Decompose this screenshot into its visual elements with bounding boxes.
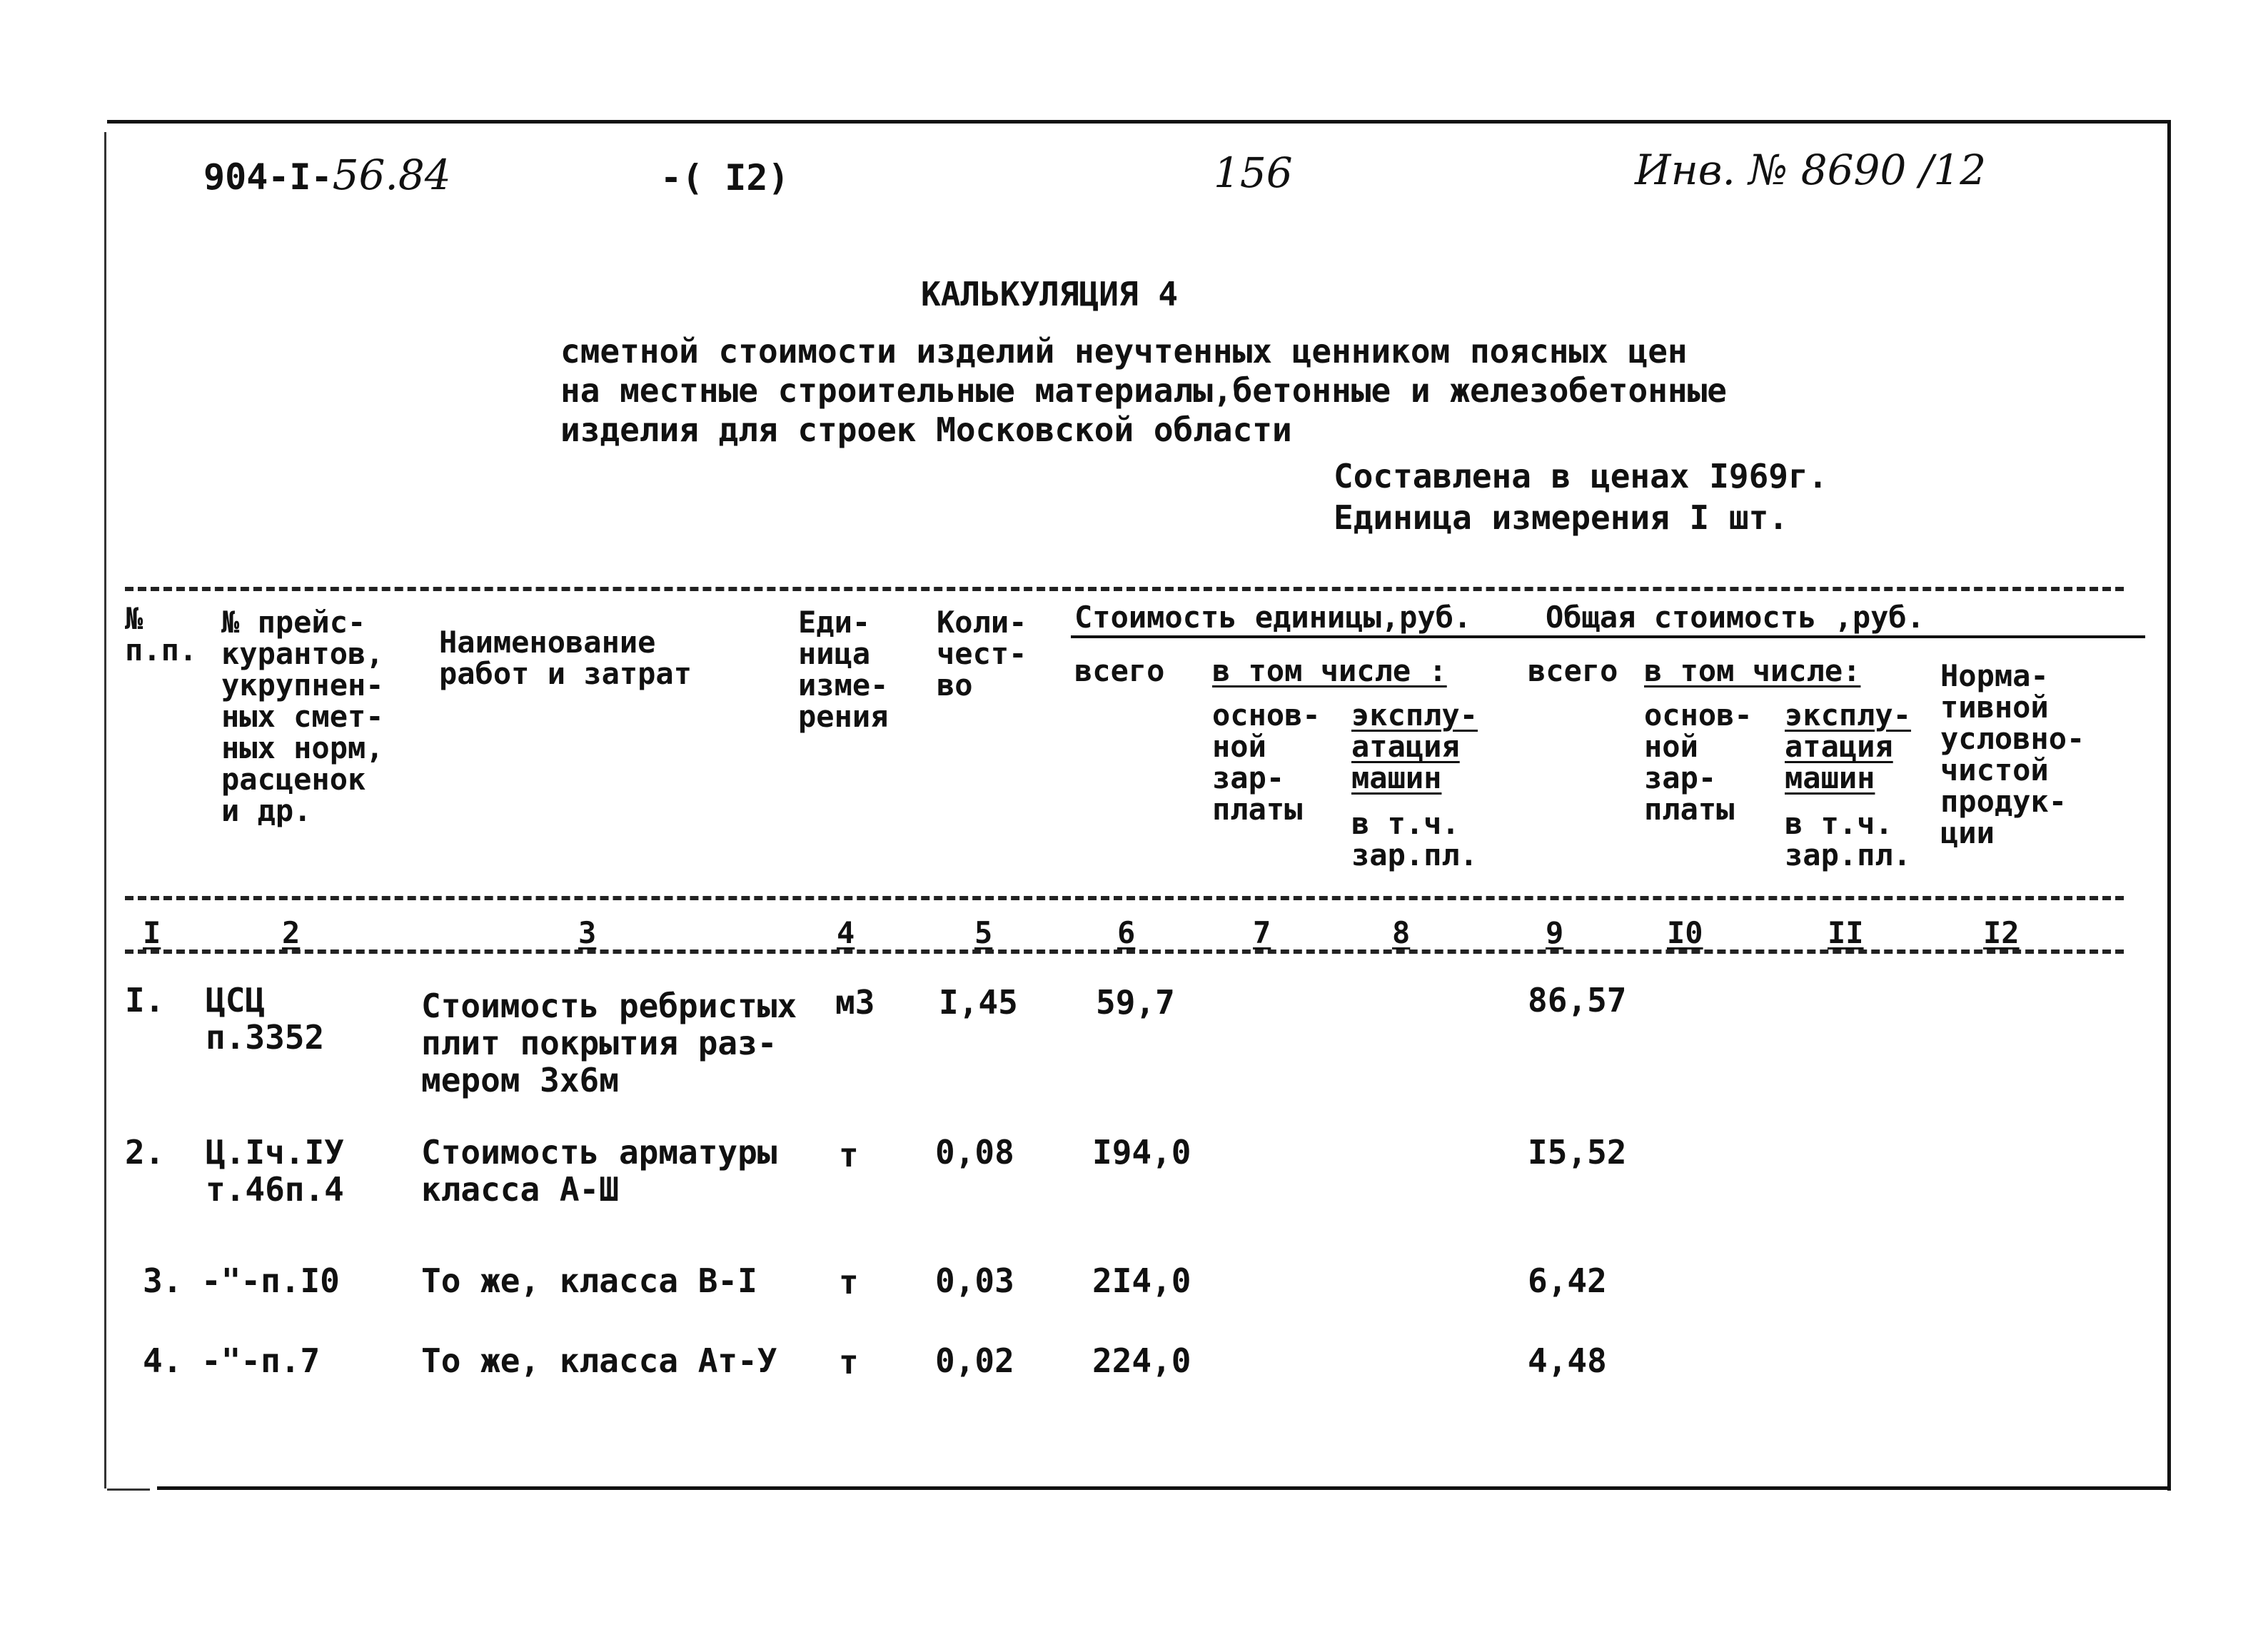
row-3-unit-cost: 2I4,0	[1092, 1261, 1191, 1300]
col-header-net-output: Норма- тивной условно- чистой продук- ции	[1940, 658, 2085, 850]
col-header-name: Наименование работ и затрат	[439, 625, 692, 691]
frame-top-border	[107, 120, 2170, 124]
doc-code	[203, 151, 451, 199]
col-number-11: II	[1828, 915, 1864, 950]
col-group-total-cost: Общая стоимость ,руб.	[1546, 600, 1925, 635]
row-1-unit: м3	[835, 983, 875, 1022]
col-number-3: 3	[578, 915, 597, 950]
col-header-total-machines: эксплу- атация машин	[1785, 697, 1912, 795]
group-underline	[1071, 635, 2145, 638]
doc-code-printed: 904-I-	[203, 156, 333, 198]
title-line-3: изделия для строек Московской области	[560, 410, 1292, 449]
col-group-unit-cost: Стоимость единицы,руб.	[1074, 600, 1472, 635]
row-4-unit: т	[839, 1343, 859, 1381]
col-header-unit-total: всего	[1074, 653, 1165, 688]
col-header-unit-breakdown: в том числе :	[1212, 653, 1447, 688]
doc-code-handwritten: 56.84	[332, 151, 451, 199]
title-line-2: на местные строительные материалы,бетонные и железобетонные	[560, 371, 1727, 410]
row-4-total-cost: 4,48	[1528, 1341, 1607, 1380]
row-3-total-cost: 6,42	[1528, 1261, 1607, 1300]
frame-bottom-border	[157, 1486, 2170, 1490]
row-1-quantity: I,45	[939, 983, 1018, 1022]
col-number-6: 6	[1117, 915, 1136, 950]
col-number-7: 7	[1253, 915, 1271, 950]
col-number-8: 8	[1392, 915, 1411, 950]
row-2-quantity: 0,08	[935, 1133, 1014, 1172]
row-1-name: Стоимость ребристых плит покрытия раз- мером 3х6м	[421, 987, 797, 1099]
frame-right-border	[2167, 120, 2171, 1491]
col-number-1: I	[143, 915, 161, 950]
row-4-quantity: 0,02	[935, 1341, 1014, 1380]
page-number: 156	[1214, 148, 1293, 197]
row-2-unit: т	[839, 1136, 859, 1174]
col-header-unit-wages: основ- ной зар- платы	[1212, 697, 1321, 827]
row-4-unit-cost: 224,0	[1092, 1341, 1191, 1380]
row-3-name: То же, класса В-I	[421, 1261, 757, 1300]
col-header-quantity: Коли- чест- во	[937, 605, 1027, 702]
prices-basis: Составлена в ценах I969г.	[1334, 457, 1828, 495]
header-bottom-rule	[125, 896, 2124, 900]
row-3-unit: т	[839, 1263, 859, 1301]
col-header-total: всего	[1528, 653, 1618, 688]
col-header-num: № п.п.	[125, 601, 198, 668]
sheet-number: -( I2)	[660, 157, 790, 198]
document-heading: КАЛЬКУЛЯЦИЯ 4	[921, 275, 1179, 313]
col-header-unit-machines: эксплу- атация машин	[1351, 697, 1478, 795]
row-2-name: Стоимость арматуры класса А-Ш	[421, 1133, 777, 1209]
col-header-reference: № прейс- курантов, укрупнен- ных смет- ных норм, расценок и др.	[221, 605, 384, 828]
row-1-reference: ЦСЦ п.3352	[206, 981, 325, 1057]
frame-bottom-border-stub	[107, 1489, 150, 1491]
row-3-quantity: 0,03	[935, 1261, 1014, 1300]
col-number-9: 9	[1546, 915, 1564, 950]
col-number-2: 2	[282, 915, 301, 950]
col-header-unit: Еди- ница изме- рения	[798, 605, 889, 734]
col-header-total-wages: основ- ной зар- платы	[1644, 697, 1753, 827]
row-2-total-cost: I5,52	[1528, 1133, 1627, 1172]
inventory-number: Инв. № 8690 /12	[1635, 146, 1987, 194]
row-3-reference: -"-п.I0	[201, 1261, 340, 1300]
col-header-total-machine-wages: в т.ч. зар.пл.	[1785, 806, 1912, 872]
col-header-unit-machine-wages: в т.ч. зар.пл.	[1351, 806, 1478, 872]
frame-left-border	[104, 132, 106, 1489]
row-4-name: То же, класса Ат-У	[421, 1341, 777, 1380]
table-top-rule	[125, 587, 2124, 591]
row-2-reference: Ц.Iч.IУ т.46п.4	[206, 1133, 344, 1209]
measurement-unit: Единица измерения I шт.	[1334, 498, 1788, 537]
row-2-unit-cost: I94,0	[1092, 1133, 1191, 1172]
title-line-1: сметной стоимости изделий неучтенных ценником поясных цен	[560, 332, 1688, 371]
row-1-unit-cost: 59,7	[1096, 983, 1175, 1022]
col-number-5: 5	[974, 915, 993, 950]
row-3-num: 3.	[143, 1261, 183, 1300]
row-4-reference: -"-п.7	[201, 1341, 321, 1380]
col-header-total-breakdown: в том числе:	[1644, 653, 1861, 688]
row-2-num: 2.	[125, 1133, 165, 1172]
row-1-total-cost: 86,57	[1528, 981, 1627, 1019]
row-1-num: I.	[125, 981, 165, 1019]
col-number-4: 4	[837, 915, 855, 950]
row-4-num: 4.	[143, 1341, 183, 1380]
col-number-12: I2	[1983, 915, 2020, 950]
col-number-10: I0	[1667, 915, 1703, 950]
